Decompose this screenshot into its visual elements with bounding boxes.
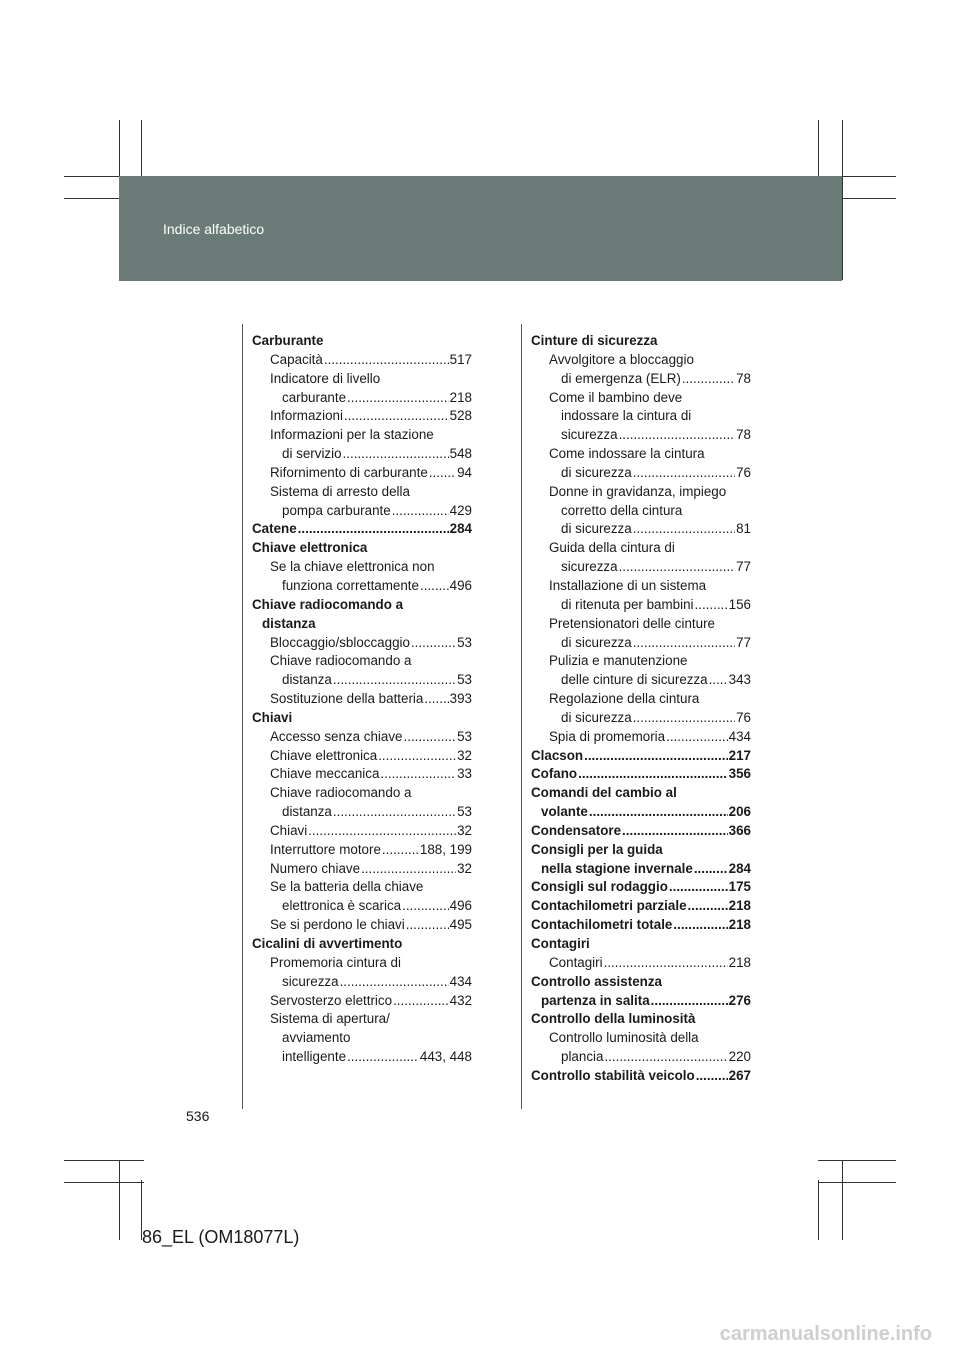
index-entry-label: Avvolgitore a bloccaggio <box>549 351 694 367</box>
index-entry-page[interactable]: 218 <box>449 389 472 405</box>
index-entry <box>252 784 472 803</box>
dot-leader <box>682 370 735 389</box>
index-entry-label: funziona correttamente <box>282 577 419 593</box>
index-entry-page[interactable]: 218 <box>728 917 751 933</box>
index-entry-page[interactable]: 32 <box>457 747 472 763</box>
index-entry <box>252 954 472 973</box>
index-entry <box>252 407 472 426</box>
index-entry-page[interactable]: 528 <box>449 408 472 424</box>
index-entry-label: sicurezza <box>282 973 339 989</box>
dot-leader <box>424 690 448 709</box>
crop-mark <box>119 1160 120 1240</box>
index-entry <box>252 803 472 822</box>
index-entry <box>531 671 751 690</box>
index-entry-page[interactable]: 217 <box>728 747 751 763</box>
index-entry <box>252 558 472 577</box>
index-entry <box>252 615 472 634</box>
index-entry-label: indossare la cintura di <box>561 408 692 424</box>
dot-leader <box>344 407 449 426</box>
index-entry-label: Installazione di un sistema <box>549 577 707 593</box>
index-entry-page[interactable]: 429 <box>449 502 472 518</box>
index-entry-page[interactable]: 33 <box>457 766 472 782</box>
index-entry-label: distanza <box>262 615 316 631</box>
index-entry-page[interactable]: 548 <box>449 446 472 462</box>
index-entry-label: Consigli sul rodaggio <box>531 879 668 895</box>
index-entry-label: di ritenuta per bambini <box>561 596 694 612</box>
index-entry <box>531 765 751 784</box>
dot-leader <box>578 765 728 784</box>
column-rule-right <box>521 324 522 1109</box>
index-entry-label: Se la batteria della chiave <box>270 879 424 895</box>
index-entry <box>531 370 751 389</box>
index-entry-label: sicurezza <box>561 559 618 575</box>
index-entry-label: Chiave radiocomando a <box>270 653 412 669</box>
index-entry <box>252 728 472 747</box>
index-entry-label: Sistema di arresto della <box>270 483 410 499</box>
dot-leader <box>404 728 457 747</box>
index-entry <box>252 502 472 521</box>
index-entry-label: Condensatore <box>531 822 622 838</box>
index-entry <box>531 992 751 1011</box>
index-entry <box>531 577 751 596</box>
document-code: 86_EL (OM18077L) <box>142 1227 300 1247</box>
index-entry-page[interactable]: 284 <box>728 860 751 876</box>
index-entry <box>531 916 751 935</box>
index-entry <box>531 897 751 916</box>
index-entry-label: distanza <box>282 804 332 820</box>
index-entry <box>252 709 472 728</box>
index-entry-label: Guida della cintura di <box>549 540 675 556</box>
index-entry-page[interactable]: 77 <box>736 559 751 575</box>
index-entry <box>531 483 751 502</box>
dot-leader <box>347 1048 419 1067</box>
dot-leader <box>324 351 449 370</box>
index-entry-label: Donne in gravidanza, impiego <box>549 483 727 499</box>
dot-leader <box>622 822 728 841</box>
dot-leader <box>669 878 728 897</box>
index-entry-page[interactable]: 175 <box>728 879 751 895</box>
index-entry-label: Contagiri <box>549 954 603 970</box>
index-entry-page[interactable]: 78 <box>736 427 751 443</box>
index-entry-label: Rifornimento di carburante <box>270 464 428 480</box>
index-entry-label: Catene <box>252 521 297 537</box>
index-entry-page[interactable]: 434 <box>449 973 472 989</box>
index-entry <box>531 615 751 634</box>
dot-leader <box>343 445 449 464</box>
index-entry-label: Controllo stabilità veicolo <box>531 1067 695 1083</box>
index-entry-label: Controllo della luminosità <box>531 1011 696 1027</box>
index-entry <box>252 577 472 596</box>
index-entry <box>531 351 751 370</box>
dot-leader <box>633 520 735 539</box>
index-entry <box>252 747 472 766</box>
index-entry-page[interactable]: 53 <box>457 804 472 820</box>
dot-leader <box>619 558 736 577</box>
dot-leader <box>392 502 449 521</box>
section-title: Indice alfabetico <box>163 221 265 237</box>
index-entry <box>531 841 751 860</box>
index-entry-label: Cinture di sicurezza <box>531 333 658 348</box>
index-entry-label: Cicalini di avvertimento <box>252 936 403 951</box>
index-entry <box>531 558 751 577</box>
page-number: 536 <box>186 1108 210 1124</box>
index-entry-label: Numero chiave <box>270 860 361 876</box>
index-entry <box>531 634 751 653</box>
dot-leader <box>380 765 456 784</box>
dot-leader <box>688 897 728 916</box>
dot-leader <box>619 426 736 445</box>
index-entry-label: Contachilometri parziale <box>531 898 687 914</box>
index-entry-label: sicurezza <box>561 427 618 443</box>
index-entry-label: Chiave radiocomando a <box>270 785 412 801</box>
dot-leader <box>333 803 456 822</box>
index-entry <box>252 897 472 916</box>
index-entry <box>252 916 472 935</box>
index-entry-label: Consigli per la guida <box>531 841 663 857</box>
index-entry <box>531 502 751 521</box>
dot-leader <box>666 728 728 747</box>
index-entry-page[interactable]: 81 <box>736 521 751 537</box>
index-entry <box>531 539 751 558</box>
index-entry-label: Comandi del cambio al <box>531 785 677 801</box>
index-entry-label: Informazioni per la stazione <box>270 427 434 443</box>
index-entry-label: Indicatore di livello <box>270 370 381 386</box>
index-entry <box>252 426 472 445</box>
index-entry <box>531 1067 751 1086</box>
index-entry-label: Carburante <box>252 333 324 348</box>
index-entry <box>252 634 472 653</box>
index-entry-label: Promemoria cintura di <box>270 954 401 970</box>
index-entry <box>252 973 472 992</box>
index-entry-page[interactable]: 496 <box>449 898 472 914</box>
index-entry-label: Controllo luminosità della <box>549 1030 699 1046</box>
index-entry <box>531 407 751 426</box>
column-rule-left <box>242 324 243 1109</box>
index-entry <box>531 464 751 483</box>
index-entry-page[interactable]: 220 <box>728 1049 751 1065</box>
index-entry-label: di sicurezza <box>561 634 632 650</box>
index-entry-label: Regolazione della cintura <box>549 691 700 707</box>
index-entry <box>531 690 751 709</box>
dot-leader <box>340 973 449 992</box>
index-entry-label: Interruttore motore <box>270 841 381 857</box>
index-entry-page[interactable]: 284 <box>449 521 472 537</box>
crop-mark <box>818 1160 896 1161</box>
index-entry <box>252 671 472 690</box>
index-entry-page[interactable]: 32 <box>457 860 472 876</box>
watermark: carmanualsonline.info <box>719 1323 932 1345</box>
dot-leader <box>393 992 449 1011</box>
index-entry <box>531 1048 751 1067</box>
index-entry-label: Chiave radiocomando a <box>252 596 404 612</box>
dot-leader <box>651 992 728 1011</box>
index-entry-page[interactable]: 218 <box>728 898 751 914</box>
index-entry-label: avviamento <box>282 1030 351 1046</box>
dot-leader <box>604 1048 727 1067</box>
index-entry-page[interactable]: 496 <box>449 577 472 593</box>
index-entry <box>531 822 751 841</box>
index-entry-label: Chiave elettronica <box>252 540 368 556</box>
index-entry <box>531 1010 751 1029</box>
crop-mark <box>64 1182 144 1183</box>
index-entry <box>252 652 472 671</box>
index-entry <box>252 841 472 860</box>
index-entry-label: Chiave elettronica <box>270 747 378 763</box>
index-entry-label: Clacson <box>531 747 584 763</box>
index-entry-label: di sicurezza <box>561 521 632 537</box>
dot-leader <box>382 841 419 860</box>
index-entry-page[interactable]: 443, 448 <box>419 1049 472 1065</box>
index-entry-page[interactable]: 432 <box>449 992 472 1008</box>
index-entry-label: Sostituzione della batteria <box>270 691 424 707</box>
index-entry-page[interactable]: 356 <box>728 766 751 782</box>
index-entry <box>531 803 751 822</box>
index-entry-label: plancia <box>561 1049 604 1065</box>
index-entry <box>531 878 751 897</box>
index-column-left <box>252 332 472 1067</box>
index-entry-page[interactable]: 53 <box>457 634 472 650</box>
index-entry-label: Informazioni <box>270 408 343 424</box>
index-entry-label: Chiave meccanica <box>270 766 380 782</box>
index-entry <box>531 1029 751 1048</box>
index-entry <box>252 370 472 389</box>
crop-mark <box>64 1160 144 1161</box>
index-entry <box>531 426 751 445</box>
dot-leader <box>308 822 456 841</box>
index-entry-label: carburante <box>282 389 347 405</box>
crop-mark <box>818 1182 896 1183</box>
index-entry-label: Come il bambino deve <box>549 389 683 405</box>
index-entry <box>252 690 472 709</box>
index-entry-label: Pulizia e manutenzione <box>549 653 688 669</box>
index-entry <box>531 332 751 351</box>
index-entry-label: Chiavi <box>252 709 293 725</box>
index-entry-label: Se la chiave elettronica non <box>270 559 435 575</box>
dot-leader <box>584 747 728 766</box>
index-entry-page[interactable]: 76 <box>736 464 751 480</box>
index-entry <box>252 445 472 464</box>
crop-mark <box>842 120 843 280</box>
index-entry <box>531 784 751 803</box>
index-entry <box>531 520 751 539</box>
index-entry <box>252 1010 472 1029</box>
index-entry <box>252 483 472 502</box>
index-entry <box>531 728 751 747</box>
index-entry <box>252 596 472 615</box>
index-entry-label: nella stagione invernale <box>541 860 693 876</box>
index-entry-page[interactable]: 393 <box>449 691 472 707</box>
dot-leader <box>633 709 735 728</box>
index-entry-page[interactable]: 343 <box>728 672 751 688</box>
index-entry <box>531 709 751 728</box>
index-entry-label: Cofano <box>531 766 578 782</box>
index-entry-label: Capacità <box>270 351 323 367</box>
index-entry <box>531 935 751 954</box>
index-entry-page[interactable]: 188, 199 <box>419 841 472 857</box>
index-entry-page[interactable]: 218 <box>728 954 751 970</box>
index-entry-label: volante <box>541 804 588 820</box>
dot-leader <box>633 464 735 483</box>
index-entry-label: delle cinture di sicurezza <box>561 672 708 688</box>
index-entry-page[interactable]: 77 <box>736 634 751 650</box>
index-entry <box>252 992 472 1011</box>
dot-leader <box>347 389 449 408</box>
index-column-right <box>531 332 751 1086</box>
index-entry <box>252 539 472 558</box>
index-entry <box>531 954 751 973</box>
index-entry-page[interactable]: 78 <box>736 370 751 386</box>
index-entry-page[interactable]: 53 <box>457 728 472 744</box>
index-entry <box>531 860 751 879</box>
index-entry-page[interactable]: 32 <box>457 822 472 838</box>
index-entry <box>252 822 472 841</box>
index-entry-label: di sicurezza <box>561 464 632 480</box>
index-entry-label: elettronica è scarica <box>282 898 402 914</box>
index-entry-page[interactable]: 434 <box>728 728 751 744</box>
dot-leader <box>633 634 735 653</box>
index-entry <box>252 389 472 408</box>
index-entry <box>531 652 751 671</box>
index-entry <box>252 765 472 784</box>
dot-leader <box>429 464 456 483</box>
index-entry <box>252 351 472 370</box>
index-entry <box>252 935 472 954</box>
index-entry-page[interactable]: 517 <box>449 351 472 367</box>
dot-leader <box>378 747 456 766</box>
dot-leader <box>402 897 449 916</box>
crop-mark <box>818 1180 819 1240</box>
dot-leader <box>411 634 456 653</box>
index-entry-label: di servizio <box>282 446 342 462</box>
dot-leader <box>298 520 449 539</box>
index-entry-label: distanza <box>282 672 332 688</box>
dot-leader <box>709 671 728 690</box>
index-entry <box>531 747 751 766</box>
index-entry-label: Contagiri <box>531 936 590 951</box>
dot-leader <box>604 954 728 973</box>
index-entry-page[interactable]: 94 <box>457 464 472 480</box>
index-entry <box>252 1029 472 1048</box>
index-entry-label: Contachilometri totale <box>531 917 673 933</box>
index-entry <box>252 464 472 483</box>
dot-leader <box>694 860 728 879</box>
index-entry <box>531 389 751 408</box>
dot-leader <box>420 577 449 596</box>
index-entry <box>252 860 472 879</box>
index-entry-label: corretto della cintura <box>561 502 683 518</box>
dot-leader <box>361 860 456 879</box>
index-entry <box>252 878 472 897</box>
dot-leader <box>696 1067 728 1086</box>
index-entry-label: Come indossare la cintura <box>549 446 705 462</box>
index-entry <box>531 973 751 992</box>
index-entry <box>531 596 751 615</box>
index-entry-page[interactable]: 156 <box>728 596 751 612</box>
index-entry <box>531 445 751 464</box>
index-entry-page[interactable]: 495 <box>449 917 472 933</box>
index-entry-label: Spia di promemoria <box>549 728 666 744</box>
index-entry-label: Se si perdono le chiavi <box>270 917 405 933</box>
dot-leader <box>406 916 449 935</box>
index-entry-label: Sistema di apertura/ <box>270 1011 390 1027</box>
index-entry-label: pompa carburante <box>282 502 391 518</box>
index-entry-label: Pretensionatori delle cinture <box>549 615 715 631</box>
index-entry <box>252 332 472 351</box>
index-entry-label: Servosterzo elettrico <box>270 992 393 1008</box>
index-entry-label: Accesso senza chiave <box>270 728 403 744</box>
index-entry-label: di sicurezza <box>561 709 632 725</box>
index-entry <box>252 1048 472 1067</box>
dot-leader <box>695 596 728 615</box>
index-entry-page[interactable]: 206 <box>728 804 751 820</box>
index-entry-page[interactable]: 267 <box>728 1067 751 1083</box>
index-entry-label: partenza in salita <box>541 992 650 1008</box>
index-entry <box>252 520 472 539</box>
index-entry-page[interactable]: 76 <box>736 709 751 725</box>
index-entry-page[interactable]: 276 <box>728 992 751 1008</box>
index-entry-label: di emergenza (ELR) <box>561 370 681 386</box>
index-entry-label: Chiavi <box>270 822 308 838</box>
dot-leader <box>589 803 728 822</box>
index-entry-label: intelligente <box>282 1049 347 1065</box>
index-entry-page[interactable]: 366 <box>728 822 751 838</box>
index-entry-page[interactable]: 53 <box>457 672 472 688</box>
dot-leader <box>333 671 456 690</box>
index-entry-label: Controllo assistenza <box>531 973 662 989</box>
crop-mark <box>842 1160 843 1240</box>
index-entry-label: Bloccaggio/sbloccaggio <box>270 634 410 650</box>
dot-leader <box>673 916 727 935</box>
